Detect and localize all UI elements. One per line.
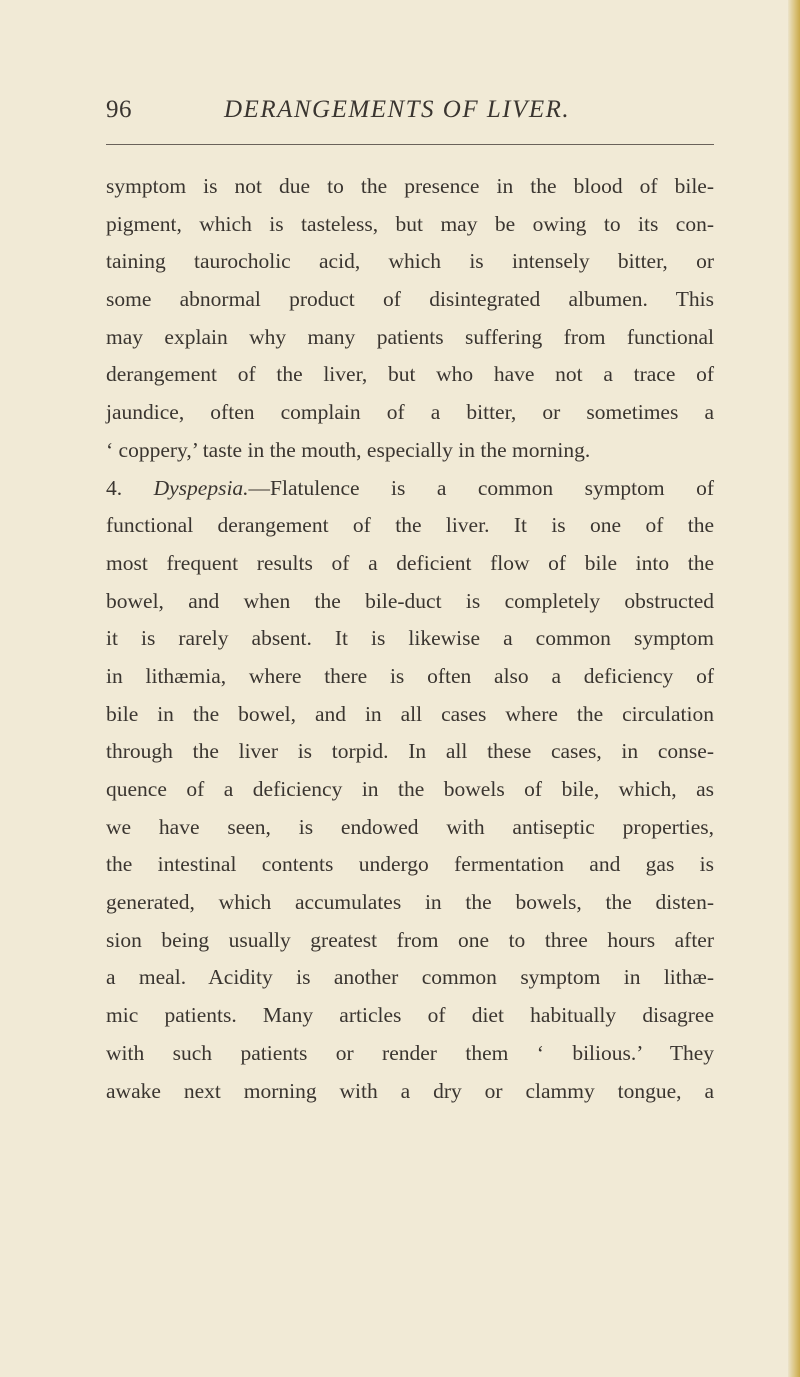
text-line: the intestinal contents undergo fermentation and gas is	[106, 852, 714, 877]
text-line: jaundice, often complain of a bitter, or sometimes a	[106, 400, 714, 425]
running-title: DERANGEMENTS OF LIVER.	[224, 96, 571, 123]
section-title: Dyspepsia.	[153, 475, 249, 500]
text-line: we have seen, is endowed with antiseptic properties,	[106, 814, 714, 839]
page-edge	[788, 0, 800, 1377]
text-line: in lithæmia, where there is often also a deficiency of	[106, 663, 714, 688]
text-line: derangement of the liver, but who have not a trace of	[106, 362, 714, 387]
text-line: a meal. Acidity is another common symptom in lithæ-	[106, 965, 714, 990]
text-line: symptom is not due to the presence in the blood of bile-	[106, 174, 714, 198]
text-line: bile in the bowel, and in all cases where the circulation	[106, 701, 714, 726]
text-line: awake next morning with a dry or clammy tongue, a	[106, 1078, 714, 1103]
page-number: 96	[106, 96, 132, 123]
text-line: ‘ coppery,’ taste in the mouth, especially in the morning.	[106, 437, 591, 462]
text-line: taining taurocholic acid, which is intensely bitter, or	[106, 249, 714, 274]
text-line: generated, which accumulates in the bowels, the disten-	[106, 890, 714, 915]
text-line: through the liver is torpid. In all these cases, in conse-	[106, 739, 714, 764]
section-heading-line	[106, 470, 714, 508]
text-line: some abnormal product of disintegrated albumen. This	[106, 287, 714, 312]
text-line: mic patients. Many articles of diet habitually disagree	[106, 1003, 714, 1028]
text-line: sion being usually greatest from one to three hours after	[106, 927, 714, 952]
text-line: quence of a deficiency in the bowels of bile, which, as	[106, 777, 714, 801]
body-text	[106, 168, 714, 1110]
text-line: functional derangement of the liver. It is one of the	[106, 513, 714, 538]
text-line: pigment, which is tasteless, but may be owing to its con-	[106, 211, 714, 236]
text-line: most frequent results of a deficient flow of bile into the	[106, 550, 714, 575]
text-line: it is rarely absent. It is likewise a common symptom	[106, 626, 714, 651]
text-line: may explain why many patients suffering from functional	[106, 324, 714, 349]
header-rule	[106, 144, 714, 145]
section-intro: —Flatulence is a common symptom of	[248, 475, 714, 500]
page-header	[106, 96, 726, 136]
section-number: 4.	[106, 475, 123, 500]
text-line: with such patients or render them ‘ bilious.’ They	[106, 1040, 714, 1065]
text-line: bowel, and when the bile-duct is completely obstructed	[106, 588, 714, 613]
